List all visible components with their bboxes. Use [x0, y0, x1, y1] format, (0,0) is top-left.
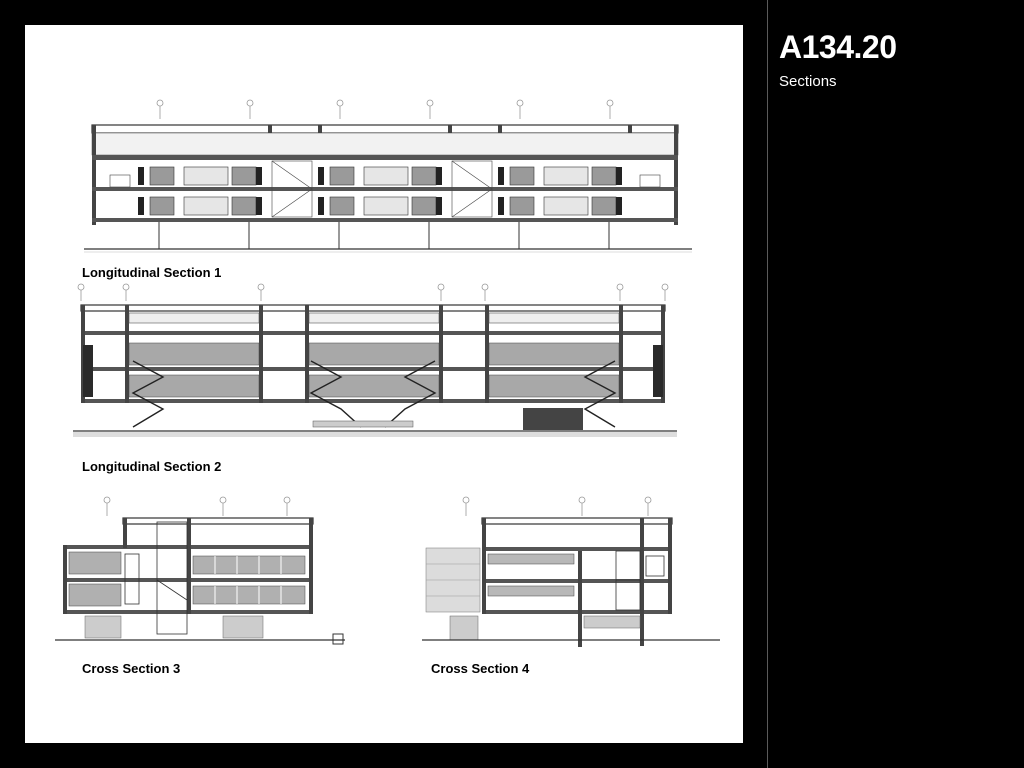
longitudinal-section-2-drawing — [73, 281, 683, 446]
panel-divider — [767, 0, 768, 768]
drawing-sheet — [25, 25, 743, 743]
cross-section-3-drawing — [45, 490, 365, 665]
longitudinal-section-1-caption: Longitudinal Section 1 — [82, 265, 222, 280]
longitudinal-section-1-drawing — [80, 95, 700, 265]
sheet-number-title: A134.20 — [779, 29, 897, 65]
cross-section-4-caption: Cross Section 4 — [431, 661, 530, 676]
sheet-subtitle: Sections — [779, 73, 837, 90]
cross-section-3-caption: Cross Section 3 — [82, 661, 181, 676]
cross-section-4-drawing — [420, 490, 740, 665]
longitudinal-section-2-caption: Longitudinal Section 2 — [82, 459, 222, 474]
